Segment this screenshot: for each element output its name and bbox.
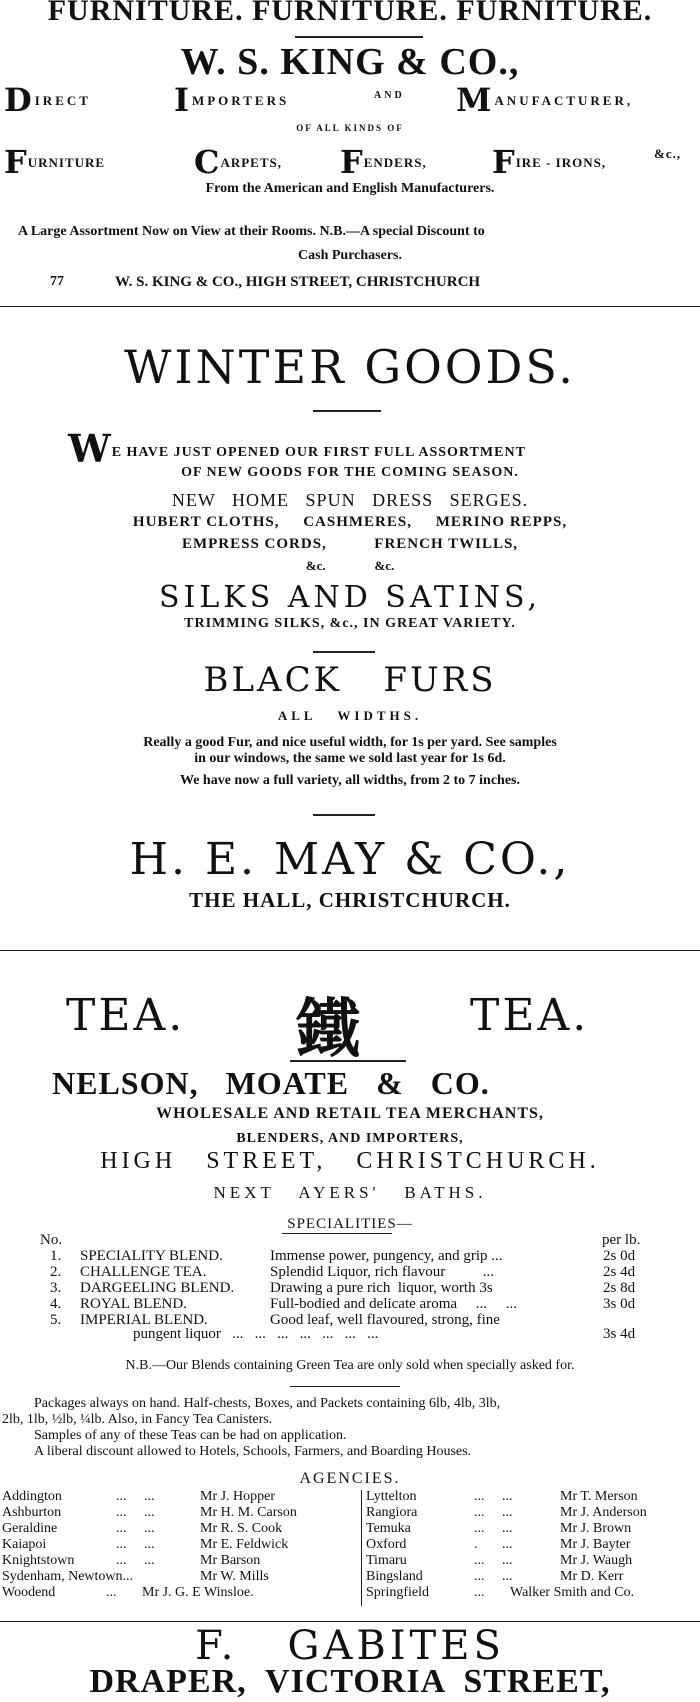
dropcap-f2: F bbox=[340, 143, 364, 181]
intro-line1 bbox=[68, 426, 526, 471]
may-address: THE HALL, CHRISTCHURCH. bbox=[189, 888, 511, 912]
chinese-character-emblem: 鐵 bbox=[296, 993, 360, 1067]
king-address: W. S. KING & CO., HIGH STREET, CHRISTCHURCH bbox=[115, 274, 481, 290]
word-carpets: ARPETS, bbox=[220, 155, 283, 170]
spec-name: IMPERIAL BLEND. bbox=[80, 1312, 208, 1328]
agencies-column-rule bbox=[361, 1490, 362, 1606]
agency-place: Kaiapoi bbox=[2, 1537, 47, 1552]
silks-satins: SILKS AND SATINS, bbox=[158, 580, 542, 615]
empress-line: EMPRESS CORDS, FRENCH TWILLS, bbox=[181, 536, 519, 552]
section-rule bbox=[0, 950, 700, 951]
specialities-heading: SPECIALITIES— bbox=[287, 1216, 413, 1232]
fur-description-1: Really a good Fur, and nice useful width, for 1s per yard. See samples bbox=[143, 735, 557, 750]
spec-number: 3. bbox=[50, 1280, 62, 1296]
agency-place: Rangiora bbox=[366, 1505, 418, 1520]
agency-leader-dots: ... bbox=[106, 1585, 117, 1600]
blenders-line: BLENDERS, AND IMPORTERS, bbox=[236, 1131, 464, 1146]
spec-number: 4. bbox=[50, 1296, 62, 1312]
tea-left: TEA. bbox=[66, 990, 186, 1041]
agencies-heading: AGENCIES. bbox=[299, 1470, 401, 1487]
agency-place: Woodend bbox=[2, 1585, 56, 1600]
word-furniture: URNITURE bbox=[27, 155, 106, 170]
agency-place: Oxford bbox=[366, 1537, 407, 1552]
spec-description: Drawing a pure rich liquor, worth 3s bbox=[270, 1280, 493, 1296]
agency-agent: Mr Barson bbox=[200, 1553, 261, 1568]
divider bbox=[313, 651, 375, 653]
divider bbox=[313, 814, 375, 816]
spec5-price: 3s 4d bbox=[603, 1326, 636, 1342]
agency-place: Addington bbox=[2, 1489, 62, 1504]
reference-number: 77 bbox=[50, 274, 64, 289]
may-firm-name: H. E. MAY & CO., bbox=[129, 834, 571, 885]
packages-line4: A liberal discount allowed to Hotels, Schools, Farmers, and Boarding Houses. bbox=[34, 1444, 472, 1459]
word-importers: MPORTERS bbox=[191, 93, 290, 108]
agency-agent: Mr J. Anderson bbox=[560, 1505, 647, 1520]
dropcap-m: M bbox=[456, 81, 495, 119]
spec-price: 3s 0d bbox=[603, 1296, 636, 1312]
spec-name: DARGEELING BLEND. bbox=[80, 1280, 235, 1296]
agency-agent: Mr J. Brown bbox=[560, 1521, 632, 1536]
agency-place: Ashburton bbox=[2, 1505, 62, 1520]
agency-agent: Mr J. Hopper bbox=[200, 1489, 276, 1504]
divider bbox=[290, 1386, 400, 1387]
agency-leader-dots: ... ... bbox=[116, 1537, 155, 1552]
agency-leader-dots: ... ... bbox=[474, 1569, 513, 1584]
black-furs: BLACK FURS bbox=[203, 660, 497, 700]
gabites-firm: F. GABITES bbox=[195, 1623, 505, 1669]
large-assortment-line2: Cash Purchasers. bbox=[298, 248, 402, 263]
spec-price: 2s 0d bbox=[603, 1248, 636, 1264]
dropcap-i: I bbox=[174, 81, 192, 119]
agency-leader-dots: . ... bbox=[474, 1537, 513, 1552]
agency-place: Bingsland bbox=[366, 1569, 423, 1584]
nelson-moate-firm: NELSON, MOATE & CO. bbox=[52, 1065, 490, 1101]
wholesale-line: WHOLESALE AND RETAIL TEA MERCHANTS, bbox=[156, 1105, 544, 1122]
spec-description: Good leaf, well flavoured, strong, fine bbox=[270, 1312, 500, 1328]
spec-description: Immense power, pungency, and grip ... bbox=[270, 1248, 503, 1264]
gabites-address: DRAPER, VICTORIA STREET, bbox=[89, 1663, 611, 1700]
spec-description: Splendid Liquor, rich flavour ... bbox=[270, 1264, 494, 1280]
agency-leader-dots: ... ... bbox=[474, 1505, 513, 1520]
word-and: AND bbox=[374, 90, 405, 101]
dropcap-d: D bbox=[4, 81, 35, 119]
col-no-header: No. bbox=[40, 1232, 63, 1248]
agency-place: Sydenham, Newtown... bbox=[2, 1569, 134, 1584]
agency-leader-dots: ... ... bbox=[474, 1553, 513, 1568]
high-street-line: HIGH STREET, CHRISTCHURCH. bbox=[100, 1148, 600, 1174]
fur-description-3: We have now a full variety, all widths, from 2 to 7 inches. bbox=[179, 773, 521, 788]
all-widths: ALL WIDTHS. bbox=[277, 708, 423, 723]
agency-agent: Mr D. Kerr bbox=[560, 1569, 624, 1584]
spec-price: 2s 8d bbox=[603, 1280, 636, 1296]
agency-place: Timaru bbox=[366, 1553, 407, 1568]
spec-name: ROYAL BLEND. bbox=[80, 1296, 187, 1312]
dropcap-c: C bbox=[194, 143, 221, 181]
divider bbox=[313, 410, 381, 412]
intro-text: E HAVE JUST OPENED OUR FIRST FULL ASSORTMENT bbox=[111, 445, 526, 460]
spec-number: 2. bbox=[50, 1264, 62, 1280]
agency-agent: Mr W. Mills bbox=[200, 1569, 269, 1584]
agency-leader-dots: ... ... bbox=[116, 1489, 155, 1504]
word-direct: IRECT bbox=[34, 93, 91, 108]
winter-goods-title: WINTER GOODS. bbox=[124, 340, 576, 394]
spec-number: 1. bbox=[50, 1248, 62, 1264]
divider bbox=[290, 1060, 406, 1062]
fur-description-2: in our windows, the same we sold last year for 1s 6d. bbox=[194, 751, 506, 766]
spec-description: Full-bodied and delicate aroma ... ... bbox=[270, 1296, 518, 1312]
king-firm-name: W. S. KING & CO., bbox=[180, 41, 520, 83]
agency-leader-dots: ... bbox=[474, 1585, 485, 1600]
agency-leader-dots: ... ... bbox=[116, 1505, 155, 1520]
agency-agent: Mr H. M. Carson bbox=[200, 1505, 297, 1520]
agency-place: Temuka bbox=[366, 1521, 411, 1536]
agency-agent: Mr J. Waugh bbox=[560, 1553, 633, 1568]
agency-agent: Mr E. Feldwick bbox=[200, 1537, 289, 1552]
dropcap-f3: F bbox=[492, 143, 516, 181]
spec-name: CHALLENGE TEA. bbox=[80, 1264, 207, 1280]
agency-agent: Walker Smith and Co. bbox=[510, 1585, 635, 1600]
etc-line: &c. &c. bbox=[305, 558, 395, 573]
agency-agent: Mr J. G. E Winsloe. bbox=[142, 1585, 254, 1600]
next-ayers-line: NEXT AYERS' BATHS. bbox=[213, 1183, 487, 1202]
intro-line2: OF NEW GOODS FOR THE COMING SEASON. bbox=[181, 465, 519, 480]
spec-name: SPECIALITY BLEND. bbox=[80, 1248, 223, 1264]
agency-leader-dots: ... ... bbox=[116, 1521, 155, 1536]
divider bbox=[282, 1233, 392, 1234]
dropcap-w: W bbox=[68, 426, 112, 471]
spec-price: 2s 4d bbox=[603, 1264, 636, 1280]
packages-line3: Samples of any of these Teas can be had on application. bbox=[34, 1428, 347, 1443]
large-assortment-line1: A Large Assortment Now on View at their Rooms. N.B.—A special Discount to bbox=[18, 224, 485, 239]
spec-number: 5. bbox=[50, 1312, 62, 1328]
agency-place: Springfield bbox=[366, 1585, 429, 1600]
spec5-continuation: pungent liquor ... ... ... ... ... ... ... bbox=[133, 1326, 379, 1342]
agency-place: Geraldine bbox=[2, 1521, 58, 1536]
word-fenders: ENDERS, bbox=[363, 155, 427, 170]
packages-line1: Packages always on hand. Half-chests, Boxes, and Packets containing 6lb, 4lb, 3lb, bbox=[34, 1396, 501, 1411]
furniture-header: FURNITURE. FURNITURE. FURNITURE. bbox=[47, 0, 653, 27]
homespun-line: NEW HOME SPUN DRESS SERGES. bbox=[171, 490, 529, 510]
tea-right: TEA. bbox=[470, 990, 590, 1041]
of-all-kinds: OF ALL KINDS OF bbox=[296, 123, 404, 133]
packages-line2: 2lb, 1lb, ½lb, ¼lb. Also, in Fancy Tea Canisters. bbox=[2, 1412, 273, 1427]
agency-agent: Mr T. Merson bbox=[560, 1489, 638, 1504]
word-manufacturer: ANUFACTURER, bbox=[494, 93, 634, 108]
agency-leader-dots: ... ... bbox=[116, 1553, 155, 1568]
hubert-line: HUBERT CLOTHS, CASHMERES, MERINO REPPS, bbox=[132, 514, 568, 530]
agency-agent: Mr J. Bayter bbox=[560, 1537, 631, 1552]
word-fire-irons: IRE - IRONS, bbox=[515, 155, 607, 170]
section-rule bbox=[0, 306, 700, 307]
dropcap-f1: F bbox=[4, 143, 28, 181]
green-tea-note: N.B.—Our Blends containing Green Tea are only sold when specially asked for. bbox=[125, 1358, 575, 1373]
word-etc: &c., bbox=[654, 146, 682, 161]
agency-leader-dots: ... ... bbox=[474, 1489, 513, 1504]
trimming-silks: TRIMMING SILKS, &c., IN GREAT VARIETY. bbox=[184, 616, 516, 631]
section-rule bbox=[0, 1621, 700, 1622]
from-american: From the American and English Manufacturers. bbox=[205, 181, 495, 196]
col-price-header: per lb. bbox=[602, 1232, 641, 1248]
agency-leader-dots: ... ... bbox=[474, 1521, 513, 1536]
divider bbox=[295, 36, 423, 38]
agency-agent: Mr R. S. Cook bbox=[200, 1521, 283, 1536]
agency-place: Lyttelton bbox=[366, 1489, 417, 1504]
agency-place: Knightstown bbox=[2, 1553, 75, 1568]
